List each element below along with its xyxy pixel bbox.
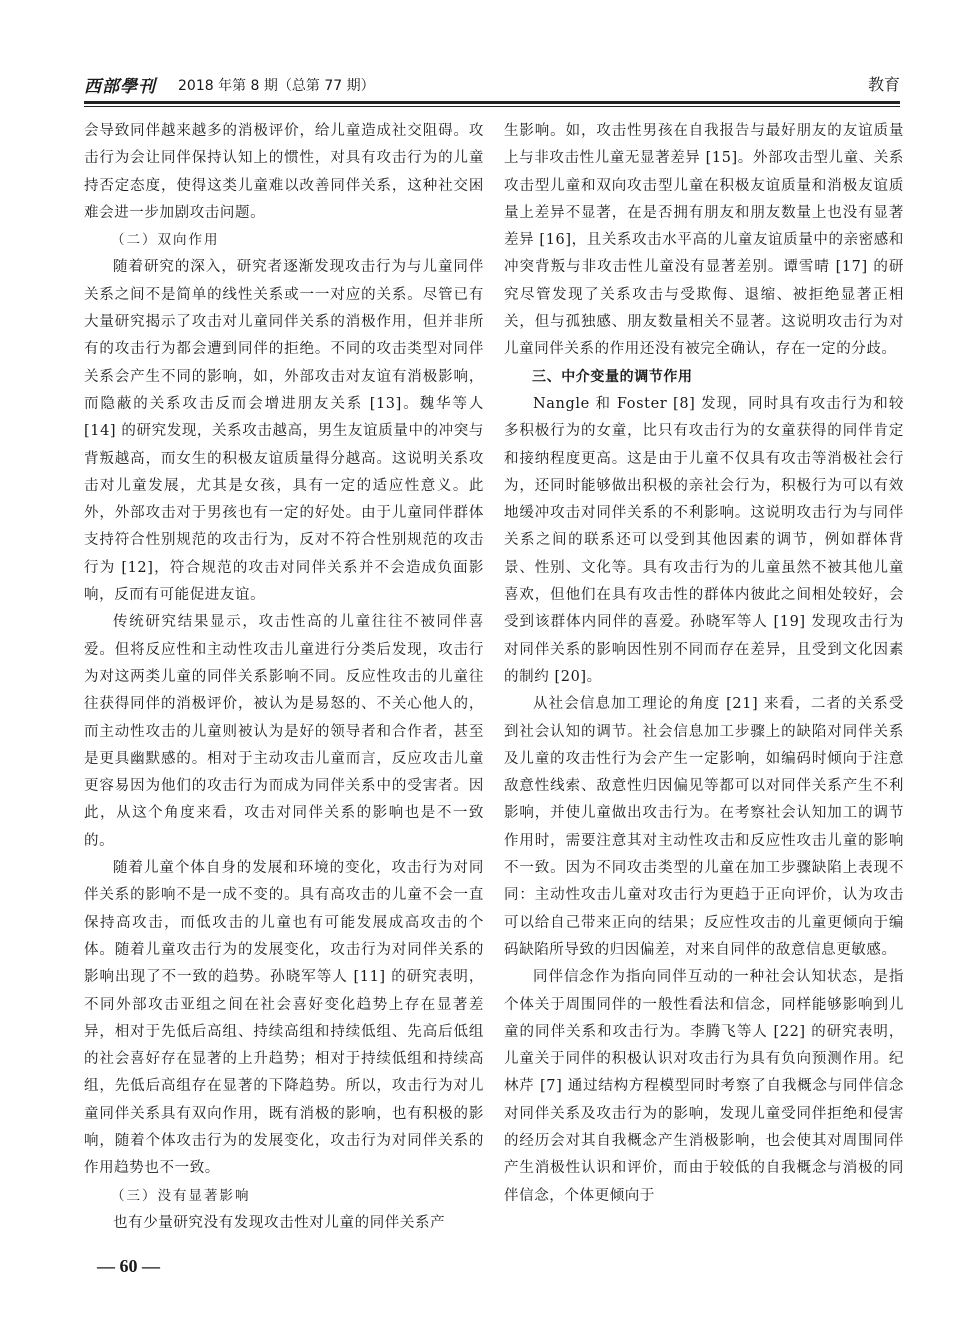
- paragraph: 也有少量研究没有发现攻击性对儿童的同伴关系产: [113, 1214, 446, 1231]
- section-heading: 三、中介变量的调节作用: [532, 368, 693, 385]
- page-number: — 60 —: [97, 1256, 160, 1276]
- paragraph: 同伴信念作为指向同伴互动的一种社会认知状态，是指个体关于周围同伴的一般性看法和信念，同样能够影响到儿童的同伴关系和攻击行为。李腾飞等人 [22] 的研究表明，儿童关于同伴的积极认识对攻击行为具有负向预测作用。纪林芹 [7] 通过结构方程模型同时考察了自我概念与同伴信念对同伴关系及攻击行为的影响，发现儿童受同伴拒绝和侵害的经历会对其自我概念产生消极影响，也会使其对周围同伴产生消极性认识和评价，而由于较低的自我概念与消极的同伴信念，个体更倾向于: [504, 969, 904, 1204]
- section-label: 教育: [867, 75, 900, 94]
- subsection-heading: （二）双向作用: [111, 232, 220, 249]
- right-column: [504, 118, 904, 1210]
- paragraph: 从社会信息加工理论的角度 [21] 来看，二者的关系受到社会认知的调节。社会信息加工步骤上的缺陷对同伴关系及儿童的攻击性行为会产生一定影响，如编码时倾向于注意敌意性线索、敌意性归因偏见等都可以对同伴关系产生不利影响，并使儿童做出攻击行为。在考察社会认知加工的调节作用时，需要注意其对主动性攻击和反应性攻击儿童的影响不一致。因为不同攻击类型的儿童在加工步骤缺陷上表现不同：主动性攻击儿童对攻击行为更趋于正向评价，认为攻击可以给自己带来正向的结果；反应性攻击的儿童更倾向于编码缺陷所导致的归因偏差，对来自同伴的敌意信息更敏感。: [504, 696, 904, 958]
- header-rule-thin: [84, 106, 900, 107]
- journal-name: 西部學刊: [84, 77, 156, 97]
- header-rule-thick: [84, 101, 900, 104]
- subsection-heading: （三）没有显著影响: [111, 1187, 251, 1204]
- left-column: [84, 118, 484, 1237]
- paragraph: Nangle 和 Foster [8] 发现，同时具有攻击行为和较多积极行为的女童，比只有攻击行为的女童获得的同伴肯定和接纳程度更高。这是由于儿童不仅具有攻击等消极社会行为，还同时能够做出积极的亲社会行为，积极行为可以有效地缓冲攻击对同伴关系的不利影响。这说明攻击行为与同伴关系之间的联系还可以受到其他因素的调节，例如群体背景、性别、文化等。具有攻击行为的儿童虽然不被其他儿童喜欢，但他们在具有攻击性的群体内彼此之间相处较好，会受到该群体内同伴的喜爱。孙晓军等人 [19] 发现攻击行为对同伴关系的影响因性别不同而存在差异，且受到文化因素的制约 [20]。: [504, 395, 904, 685]
- paragraph: 会导致同伴越来越多的消极评价，给儿童造成社交阻碍。攻击行为会让同伴保持认知上的惯性，对具有攻击行为的儿童持否定态度，使得这类儿童难以改善同伴关系，这种社交困难会进一步加剧攻击问题。: [84, 123, 484, 221]
- running-header: [84, 72, 900, 102]
- paragraph: 随着儿童个体自身的发展和环境的变化，攻击行为对同伴关系的影响不是一成不变的。具有高攻击的儿童不会一直保持高攻击，而低攻击的儿童也有可能发展成高攻击的个体。随着儿童攻击行为的发展变化，攻击行为对同伴关系的影响出现了不一致的趋势。孙晓军等人 [11] 的研究表明，不同外部攻击亚组之间在社会喜好变化趋势上存在显著差异，相对于先低后高组、持续高组和持续低组、先高后低组的社会喜好存在显著的上升趋势；相对于持续低组和持续高组，先低后高组存在显著的下降趋势。所以，攻击行为对儿童同伴关系具有双向作用，既有消极的影响，也有积极的影响，随着个体攻击行为的发展变化，攻击行为对同伴关系的作用趋势也不一致。: [84, 860, 484, 1177]
- paragraph: 传统研究结果显示，攻击性高的儿童往往不被同伴喜爱。但将反应性和主动性攻击儿童进行分类后发现，攻击行为对这两类儿童的同伴关系影响不同。反应性攻击的儿童往往获得同伴的消极评价，被认为是易怒的、不关心他人的，而主动性攻击的儿童则被认为是好的领导者和合作者，甚至是更具幽默感的。相对于主动攻击儿童而言，反应攻击儿童更容易因为他们的攻击行为而成为同伴关系中的受害者。因此，从这个角度来看，攻击对同伴关系的影响也是不一致的。: [84, 614, 484, 849]
- paragraph: 随着研究的深入，研究者逐渐发现攻击行为与儿童同伴关系之间不是简单的线性关系或一一对应的关系。尽管已有大量研究揭示了攻击对儿童同伴关系的消极作用，但并非所有的攻击行为都会遭到同伴的拒绝。不同的攻击类型对同伴关系会产生不同的影响，如，外部攻击对友谊有消极影响，而隐蔽的关系攻击反而会增进朋友关系 [13]。魏华等人 [14] 的研究发现，关系攻击越高，男生友谊质量中的冲突与背叛越高，而女生的积极友谊质量得分越高。这说明关系攻击对儿童发展，尤其是女孩，具有一定的适应性意义。此外，外部攻击对于男孩也有一定的好处。由于儿童同伴群体支持符合性别规范的攻击行为，反对不符合性别规范的攻击行为 [12]，符合规范的攻击对同伴关系并不会造成负面影响，反而有可能促进友谊。: [84, 259, 484, 604]
- paragraph: 生影响。如，攻击性男孩在自我报告与最好朋友的友谊质量上与非攻击性儿童无显著差异 [15]。外部攻击型儿童、关系攻击型儿童和双向攻击型儿童在积极友谊质量和消极友谊质量上差异不显著，在是否拥有朋友和朋友数量上也没有显著差异 [16]，且关系攻击水平高的儿童友谊质量中的亲密感和冲突背叛与非攻击性儿童没有显著差别。谭雪晴 [17] 的研究尽管发现了关系攻击与受欺侮、退缩、被拒绝显著正相关，但与孤独感、朋友数量相关不显著。这说明攻击行为对儿童同伴关系的作用还没有被完全确认，存在一定的分歧。: [504, 123, 904, 358]
- issue-info: 2018 年第 8 期（总第 77 期）: [178, 78, 375, 94]
